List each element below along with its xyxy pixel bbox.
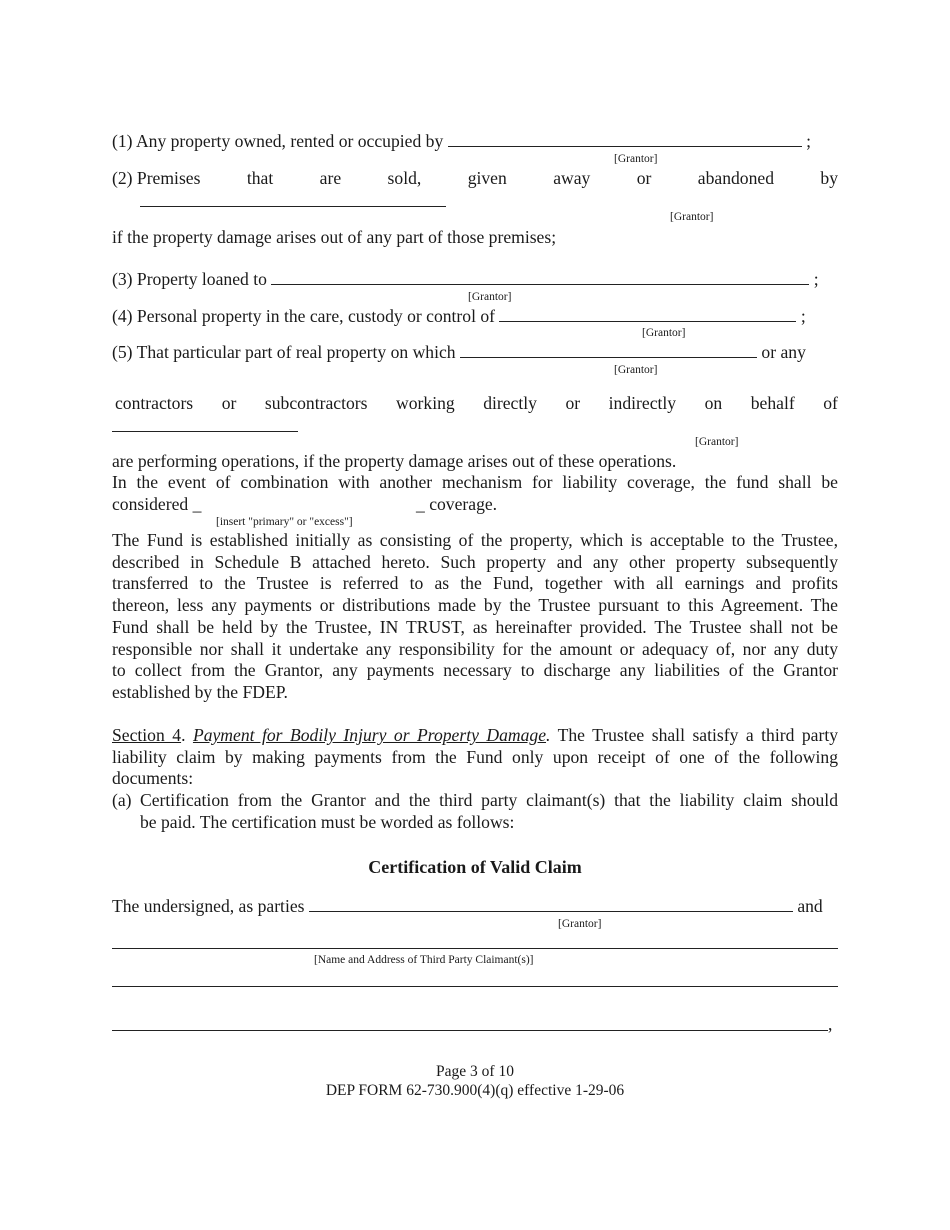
certification-title: Certification of Valid Claim bbox=[368, 857, 582, 877]
section-4-line-3: documents: bbox=[112, 768, 194, 789]
item-1 bbox=[112, 131, 811, 152]
combination-line-2-start: considered _ bbox=[112, 494, 202, 514]
fund-line: The Fund is established initially as consisting of the property, which is acceptable to the Trustee, bbox=[112, 530, 838, 550]
claimant-line-3[interactable] bbox=[112, 1030, 828, 1031]
item-2-continuation: if the property damage arises out of any part of those premises; bbox=[112, 227, 557, 247]
item-1-blank[interactable] bbox=[448, 132, 802, 147]
contractors-hint: [Grantor] bbox=[695, 436, 739, 448]
item-2-word: that bbox=[246, 168, 274, 188]
contractors-word: directly bbox=[483, 393, 537, 413]
item-2-word: or bbox=[636, 168, 652, 188]
claimant-line-1[interactable] bbox=[112, 948, 838, 949]
fund-line: to collect from the Grantor, any payments necessary to discharge any liabilities of the Grantor bbox=[112, 660, 838, 681]
performing-operations: are performing operations, if the property damage arises out of these operations. bbox=[112, 451, 677, 471]
item-5-hint: [Grantor] bbox=[614, 364, 658, 376]
trailing-comma: , bbox=[828, 1014, 833, 1034]
contractors-word: subcontractors bbox=[264, 393, 368, 413]
certification-line-1-start: The undersigned, as parties bbox=[112, 896, 305, 916]
section-4-line-1: Section 4. Payment for Bodily Injury or Property Damage. The Trustee shall satisfy a third party bbox=[112, 725, 839, 745]
item-4-blank[interactable] bbox=[499, 307, 796, 322]
section-4 bbox=[112, 725, 838, 790]
item-2-blank[interactable] bbox=[140, 206, 446, 207]
contractors-word: indirectly bbox=[608, 393, 677, 413]
section-4-heading: Payment for Bodily Injury or Property Damage bbox=[192, 725, 547, 745]
item-a-line-1: Certification from the Grantor and the third party claimant(s) that the liability claim should bbox=[140, 790, 838, 810]
item-3 bbox=[112, 269, 819, 290]
fund-paragraph bbox=[112, 530, 838, 704]
contractors-word: on bbox=[704, 393, 723, 413]
section-4-line-2: liability claim by making payments from the Fund only upon receipt of one of the following bbox=[112, 746, 838, 767]
claimant-hint: [Name and Address of Third Party Claimant(s)] bbox=[314, 954, 534, 966]
item-5-blank[interactable] bbox=[460, 343, 757, 358]
item-a-marker: (a) bbox=[112, 790, 132, 810]
fund-line: established by the FDEP. bbox=[112, 681, 288, 702]
fund-line: thereon, less any payments or distributions made by the Trustee pursuant to this Agreement. The bbox=[112, 595, 838, 616]
contractors-word: working bbox=[396, 393, 455, 413]
item-4 bbox=[112, 306, 806, 327]
contractors-word: contractors bbox=[115, 393, 194, 413]
item-4-end: ; bbox=[800, 306, 806, 326]
contractors-word: behalf bbox=[750, 393, 795, 413]
item-2-line bbox=[112, 168, 838, 189]
section-4-label: Section 4 bbox=[112, 725, 182, 745]
contractors-word: or bbox=[565, 393, 581, 413]
item-2-word: away bbox=[553, 168, 591, 188]
grantor-hint: [Grantor] bbox=[558, 918, 602, 930]
item-5 bbox=[112, 342, 806, 363]
item-3-label: (3) Property loaned to bbox=[112, 269, 267, 289]
item-4-hint: [Grantor] bbox=[642, 327, 686, 339]
contractors-word: of bbox=[823, 393, 838, 413]
item-1-end: ; bbox=[806, 131, 811, 151]
item-a-text bbox=[140, 790, 838, 833]
item-1-hint: [Grantor] bbox=[614, 153, 658, 165]
item-2-word: given bbox=[467, 168, 507, 188]
contractors-line bbox=[115, 393, 838, 414]
item-5-label: (5) That particular part of real property on which bbox=[112, 342, 456, 362]
fund-line: responsible nor shall it undertake any responsibility for the amount or adequacy of, nor any duty bbox=[112, 638, 838, 659]
item-2-word: sold, bbox=[387, 168, 422, 188]
grantor-blank[interactable] bbox=[309, 897, 793, 912]
item-3-end: ; bbox=[813, 269, 819, 289]
claimant-line-2[interactable] bbox=[112, 986, 838, 987]
item-2-word: are bbox=[319, 168, 342, 188]
item-2-hint: [Grantor] bbox=[670, 211, 714, 223]
contractors-word: or bbox=[221, 393, 237, 413]
item-1-label: (1) Any property owned, rented or occupied by bbox=[112, 131, 444, 151]
item-5-end: or any bbox=[761, 342, 806, 362]
certification-line-1 bbox=[112, 896, 823, 917]
fund-line: described in Schedule B attached hereto. Such property and any other property subsequently bbox=[112, 551, 838, 572]
form-number: DEP FORM 62-730.900(4)(q) effective 1-29-06 bbox=[325, 1082, 625, 1099]
certification-line-1-end: and bbox=[797, 896, 823, 916]
item-a-line-2: be paid. The certification must be worded as follows: bbox=[140, 811, 515, 832]
combination-line-1: In the event of combination with another mechanism for liability coverage, the fund shall be bbox=[112, 472, 838, 492]
item-2-word: (2) Premises bbox=[112, 168, 201, 188]
fund-line: transferred to the Trustee is referred to as the Fund, together with all earnings and profits bbox=[112, 573, 838, 594]
contractors-blank[interactable] bbox=[112, 431, 298, 432]
item-4-label: (4) Personal property in the care, custody or control of bbox=[112, 306, 496, 326]
fund-line: Fund shall be held by the Trustee, IN TRUST, as hereinafter provided. The Trustee shall not be bbox=[112, 616, 838, 637]
combination-line-2-end: _ coverage. bbox=[416, 494, 498, 514]
combination-paragraph bbox=[112, 472, 838, 494]
section-4-line-1-rest: The Trustee shall satisfy a third party bbox=[550, 725, 839, 745]
page-number: Page 3 of 10 bbox=[436, 1063, 514, 1080]
item-2-word: by bbox=[820, 168, 838, 188]
item-2-word: abandoned bbox=[697, 168, 774, 188]
coverage-hint: [insert "primary" or "excess"] bbox=[216, 516, 353, 528]
item-3-hint: [Grantor] bbox=[468, 291, 512, 303]
item-3-blank[interactable] bbox=[271, 270, 809, 285]
coverage-blank[interactable] bbox=[208, 510, 416, 511]
